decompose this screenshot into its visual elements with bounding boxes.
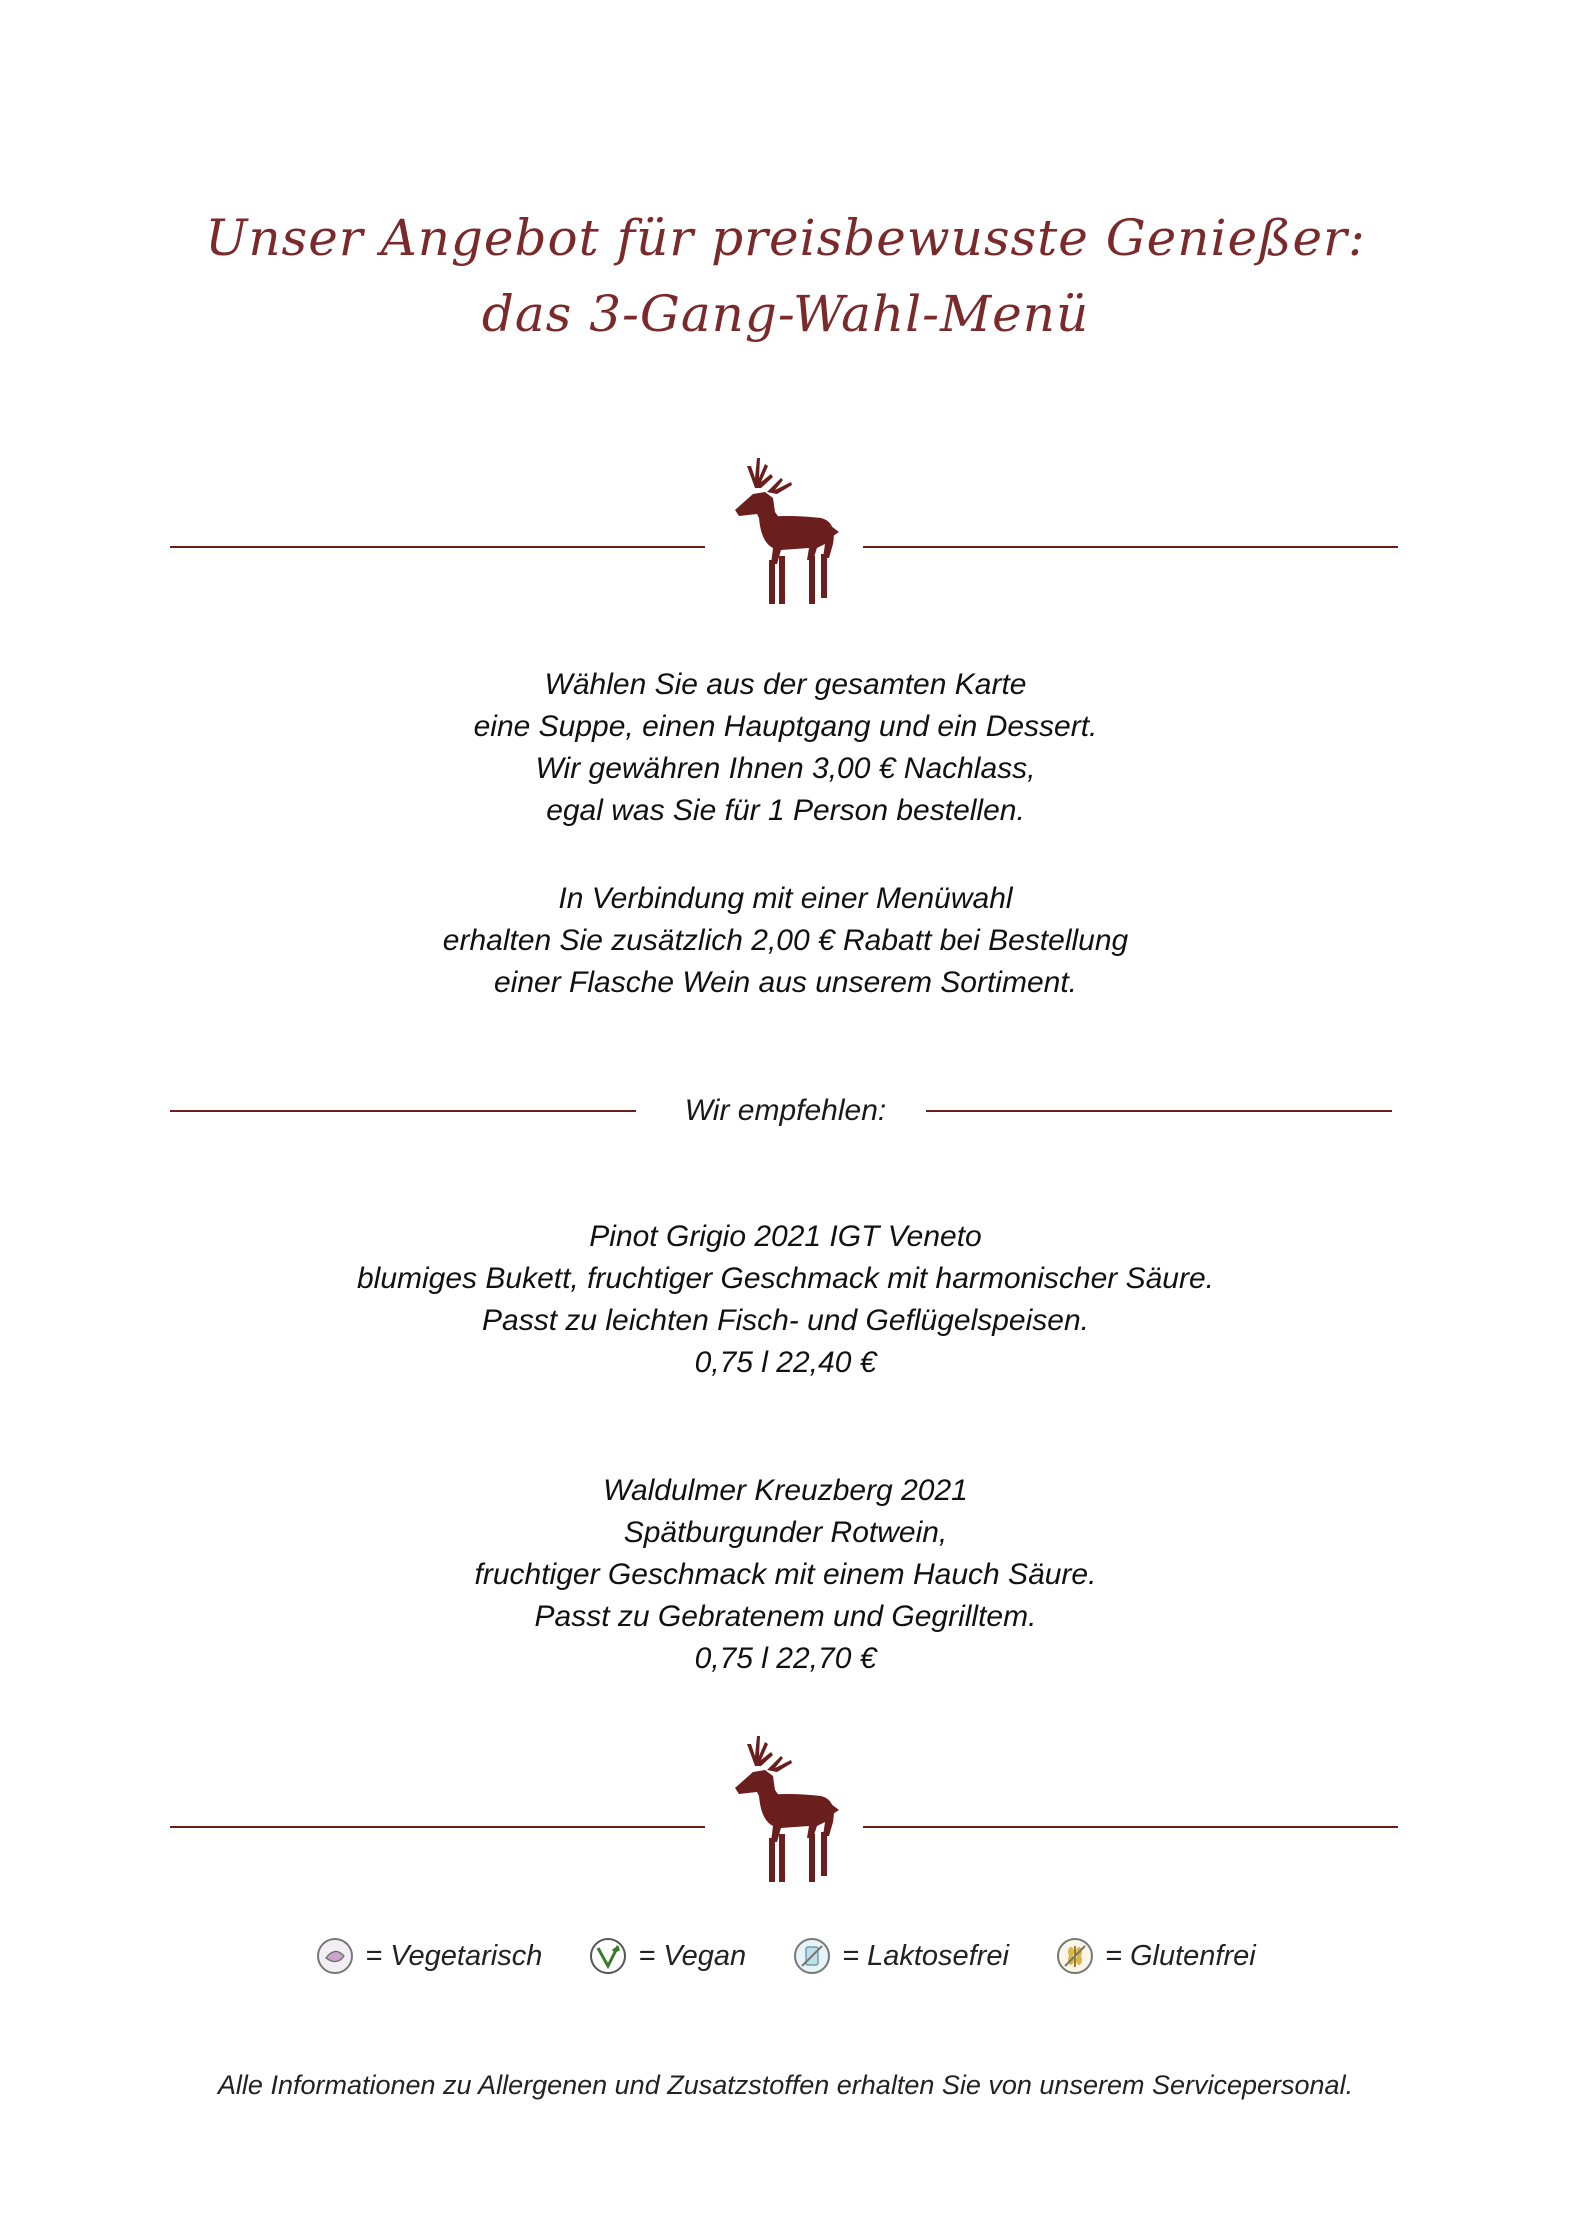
gluten-free-icon — [1055, 1936, 1095, 1976]
legend-lactose-free — [792, 1936, 1009, 1976]
legend-label: = Vegetarisch — [365, 1939, 543, 1972]
divider-right-bottom — [863, 1826, 1398, 1828]
wine-2-description: fruchtiger Geschmack mit einem Hauch Säure. — [474, 1558, 1097, 1591]
menu-title — [0, 200, 1571, 352]
wine-1-price: 0,75 l 22,40 € — [694, 1346, 877, 1379]
wine-2-name: Waldulmer Kreuzberg 2021 — [603, 1474, 968, 1507]
stag-icon — [725, 448, 847, 606]
wine-1-name: Pinot Grigio 2021 IGT Veneto — [589, 1220, 982, 1253]
wine-offer-text — [0, 878, 1571, 1004]
wine-2-price: 0,75 l 22,70 € — [694, 1642, 877, 1675]
legend-vegan — [588, 1936, 746, 1976]
wine-offer-line: In Verbindung mit einer Menüwahl — [558, 882, 1013, 915]
stag-icon — [725, 1726, 847, 1884]
wine-offer-line: erhalten Sie zusätzlich 2,00 € Rabatt bei Bestellung — [442, 924, 1129, 957]
vegetarian-icon — [315, 1936, 355, 1976]
lactose-free-icon — [792, 1936, 832, 1976]
wine-offer-line: einer Flasche Wein aus unserem Sortiment. — [493, 966, 1078, 999]
divider-left-top — [170, 546, 705, 548]
wine-1-pairing: Passt zu leichten Fisch- und Geflügelspeisen. — [482, 1304, 1089, 1337]
title-line-1: Unser Angebot für preisbewusste Genießer: — [205, 209, 1366, 267]
offer-line: eine Suppe, einen Hauptgang und ein Dessert. — [473, 710, 1098, 743]
legend-gluten-free — [1055, 1936, 1256, 1976]
diet-legend — [0, 1936, 1571, 1976]
allergen-footer: Alle Informationen zu Allergenen und Zusatzstoffen erhalten Sie von unserem Servicepersonal. — [217, 2070, 1354, 2100]
title-line-2: das 3-Gang-Wahl-Menü — [481, 285, 1090, 343]
legend-label: = Laktosefrei — [842, 1939, 1009, 1972]
legend-vegetarian — [315, 1936, 542, 1976]
offer-text — [0, 664, 1571, 832]
offer-line: Wir gewähren Ihnen 3,00 € Nachlass, — [535, 752, 1036, 785]
offer-line: egal was Sie für 1 Person bestellen. — [546, 794, 1025, 827]
divider-right-top — [863, 546, 1398, 548]
legend-label: = Glutenfrei — [1104, 1939, 1256, 1972]
offer-line: Wählen Sie aus der gesamten Karte — [544, 668, 1027, 701]
divider-left-bottom — [170, 1826, 705, 1828]
wine-2 — [0, 1470, 1571, 1680]
wine-2-grape: Spätburgunder Rotwein, — [623, 1516, 948, 1549]
vegan-icon — [588, 1936, 628, 1976]
legend-label: = Vegan — [638, 1939, 747, 1972]
recommend-heading: Wir empfehlen: — [684, 1094, 887, 1127]
wine-1 — [0, 1216, 1571, 1384]
wine-2-pairing: Passt zu Gebratenem und Gegrilltem. — [534, 1600, 1037, 1633]
wine-1-description: blumiges Bukett, fruchtiger Geschmack mit harmonischer Säure. — [356, 1262, 1214, 1295]
